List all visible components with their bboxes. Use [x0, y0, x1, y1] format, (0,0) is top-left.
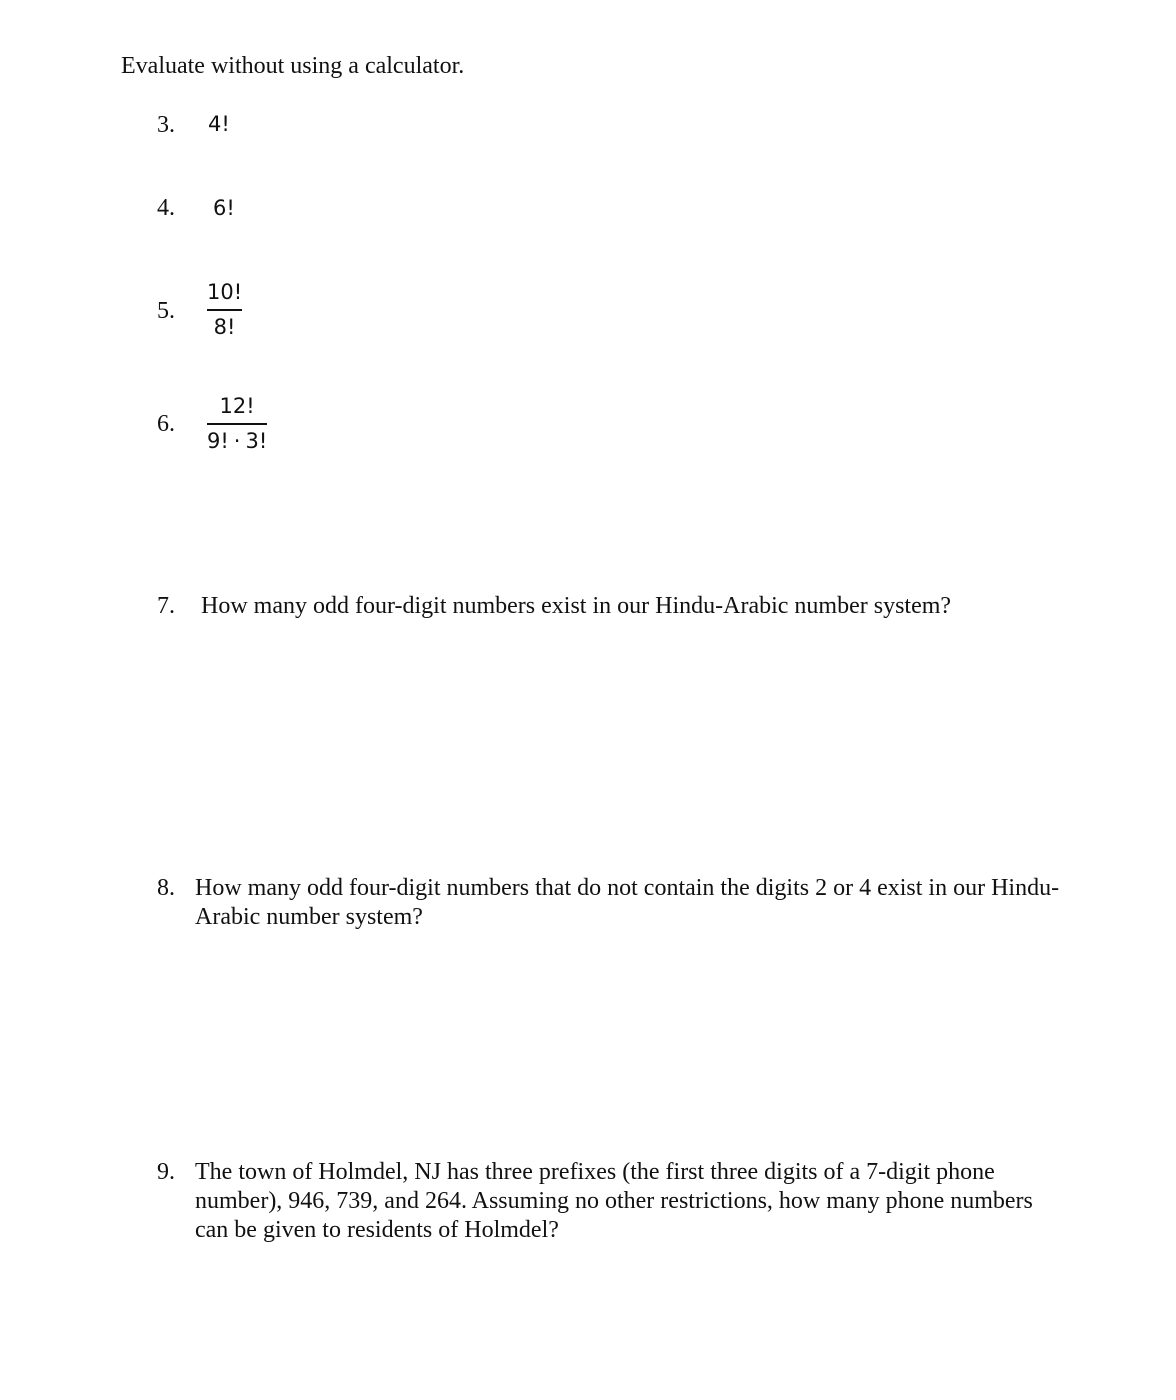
problem-5-numerator: 10! — [207, 280, 243, 304]
problem-6-fraction — [207, 393, 267, 454]
problem-6-denominator — [207, 428, 267, 454]
instructions-heading: Evaluate without using a calculator. — [121, 53, 465, 79]
problem-4-number: 4. — [157, 195, 175, 221]
fraction-bar — [207, 309, 242, 311]
fraction-bar — [207, 423, 267, 425]
problem-8-number: 8. — [157, 875, 175, 901]
problem-3-number: 3. — [157, 112, 175, 138]
problem-6-denominator-left: 9! — [207, 428, 229, 453]
problem-7-number: 7. — [157, 593, 175, 619]
problem-5-denominator: 8! — [213, 314, 236, 339]
problem-3-expression: 4! — [208, 112, 230, 136]
problem-8-text: How many odd four-digit numbers that do not contain the digits 2 or 4 exist in our Hindu-Arabic number system? — [195, 875, 1060, 930]
problem-9-number: 9. — [157, 1159, 175, 1185]
problem-5-number: 5. — [157, 298, 175, 324]
problem-4-expression: 6! — [213, 196, 235, 220]
multiplication-dot: · — [233, 428, 241, 453]
problem-7-text: How many odd four-digit numbers exist in our Hindu-Arabic number system? — [201, 593, 952, 619]
problem-6-number: 6. — [157, 411, 175, 437]
problem-9-text: The town of Holmdel, NJ has three prefixes (the first three digits of a 7-digit phone number), 946, 739, and 264. Assuming no other restrictions, how many phone numbers can be given to residents of Holmdel? — [195, 1159, 1033, 1243]
problem-5-fraction — [207, 279, 242, 340]
problem-6-numerator: 12! — [219, 394, 255, 418]
problem-6-denominator-right: 3! — [245, 428, 268, 453]
